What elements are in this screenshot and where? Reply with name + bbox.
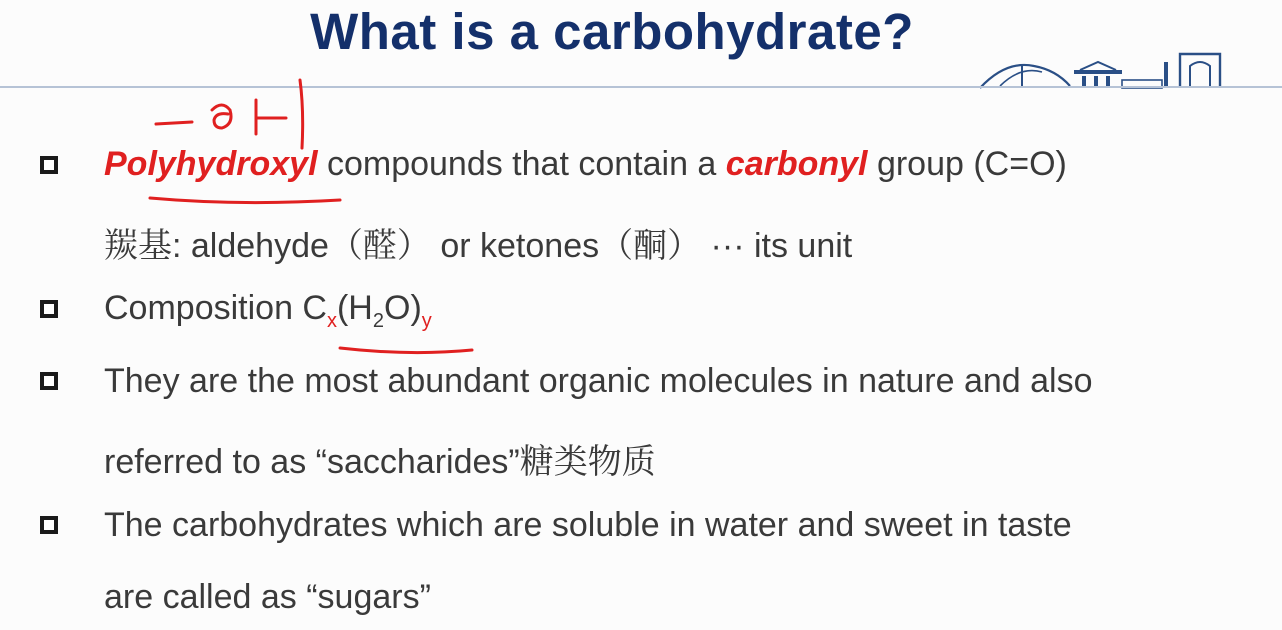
subscript-x: x	[326, 310, 337, 332]
bullet-4-line-2: are called as “sugars”	[104, 578, 431, 616]
slide-title: What is a carbohydrate?	[310, 3, 914, 60]
keyword-carbonyl: carbonyl	[725, 145, 868, 183]
composition-prefix: Composition C	[104, 289, 327, 327]
bullet-3-line-2: referred to as “saccharides”糖类物质	[104, 443, 656, 481]
subscript-y: y	[421, 310, 432, 332]
bullet-1-text-a: compounds that contain a	[317, 145, 726, 183]
composition-mid-2: O)	[384, 289, 422, 327]
bullet-3-line-1: They are the most abundant organic molecules in nature and also	[104, 362, 1093, 400]
bullet-4-line-1: The carbohydrates which are soluble in water and sweet in taste	[104, 506, 1072, 544]
keyword-polyhydroxyl: Polyhydroxyl	[104, 145, 318, 183]
bullet-1-line-2: 羰基: aldehyde（醛） or ketones（酮） ··· its unit	[104, 227, 853, 265]
composition-mid-1: (H	[336, 289, 373, 327]
bullet-1-text-b: group (C=O)	[867, 145, 1067, 183]
subscript-2: 2	[372, 310, 384, 332]
